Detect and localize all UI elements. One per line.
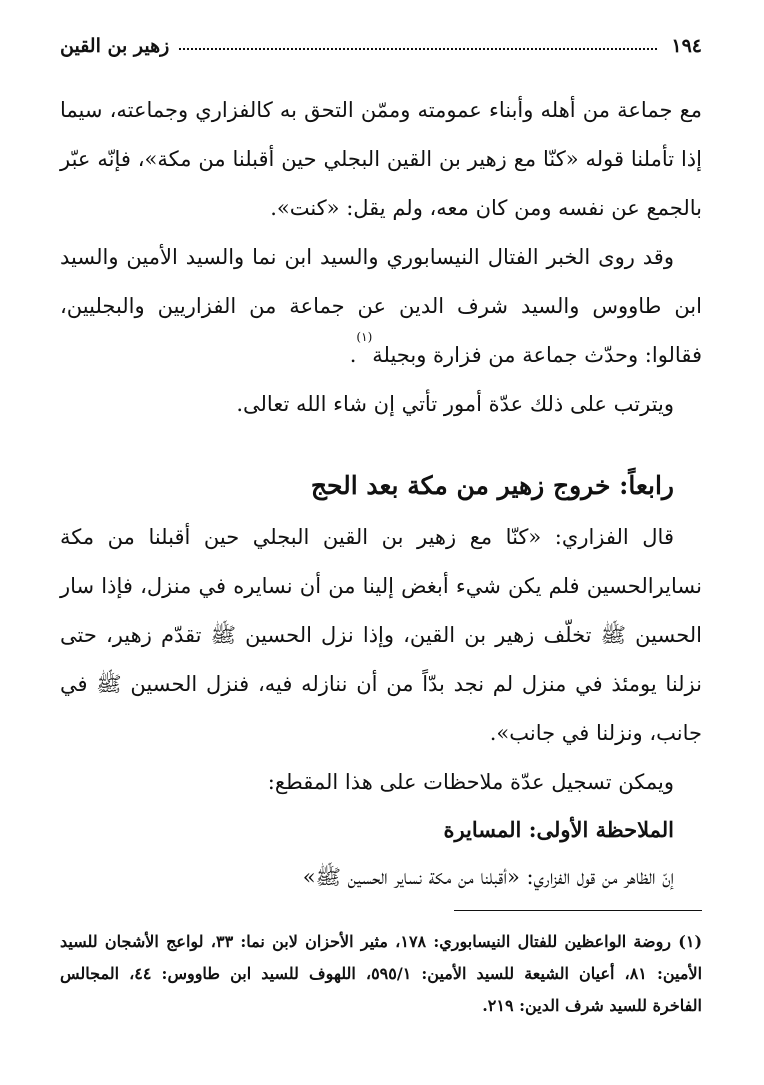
section-heading: رابعاً: خروج زهير من مكة بعد الحج <box>310 471 674 500</box>
paragraph: مع جماعة من أهله وأبناء عمومته وممّن التحق به كالفزاري وجماعته، سيما إذا تأملنا قوله «كنّا مع زهير بن القين البجلي حين أقبلنا من مكة»، فإنّه عبّر بالجمع عن نفسه ومن كان معه، ولم يقل: «كنت». <box>60 98 702 220</box>
page-number: ١٩٤ <box>671 35 702 57</box>
paragraph: ويمكن تسجيل عدّة ملاحظات على هذا المقطع: <box>267 770 674 794</box>
page-header <box>60 26 702 66</box>
paragraph-text: وقد روى الخبر الفتال النيسابوري والسيد ابن نما والسيد الأمين والسيد ابن طاووس والسيد شرف الدين عن جماعة من الفزاريين والبجليين، فقالوا: وحدّث جماعة من فزارة وبجيلة <box>60 245 702 367</box>
paragraph: وقد روى الخبر الفتال النيسابوري والسيد ابن نما والسيد الأمين والسيد ابن طاووس والسيد شرف الدين عن جماعة من الفزاريين والبجليين، فقالوا: وحدّث جماعة من فزارة وبجيلة$^{(١)}$. <box>60 245 702 367</box>
dotted-leader <box>179 48 657 50</box>
footnote-reference[interactable]: (١) <box>356 330 373 344</box>
sub-heading: الملاحظة الأولى: المسايرة <box>443 817 674 842</box>
section-spacer <box>60 429 702 463</box>
footnote-divider <box>454 910 702 911</box>
running-title: زهير بن القين <box>60 35 170 57</box>
paragraph: إنّ الظاهر من قول الفزاري: «أقبلنا من مكة نساير الحسين ﷺ» <box>302 865 674 889</box>
paragraph: قال الفزاري: «كنّا مع زهير بن القين البجلي حين أقبلنا من مكة نسايرالحسين فلم يكن شيء أبغض إلينا من أن نسايره في منزل، فإذا سار الحسين ﷺ تخلّف زهير بن القين، وإذا نزل الحسين ﷺ تقدّم زهير، حتى نزلنا يومئذ في منزل لم نجد بدّاً من أن ننازله فيه، فنزل الحسين ﷺ في جانب، ونزلنا في جانب». <box>60 525 702 745</box>
footnote: (١) روضة الواعظين للفتال النيسابوري: ١٧٨، مثير الأحزان لابن نما: ٣٣، لواعج الأشجان للسيد الأمين: ٨١، أعيان الشيعة للسيد الأمين: ٥٩٥/١، اللهوف للسيد ابن طاووس: ٤٤، المجالس الفاخرة للسيد شرف الدين: ٢١٩. <box>60 932 703 1015</box>
main-text <box>60 86 702 902</box>
paragraph: ويترتب على ذلك عدّة أمور تأتي إن شاء الله تعالى. <box>236 392 674 416</box>
